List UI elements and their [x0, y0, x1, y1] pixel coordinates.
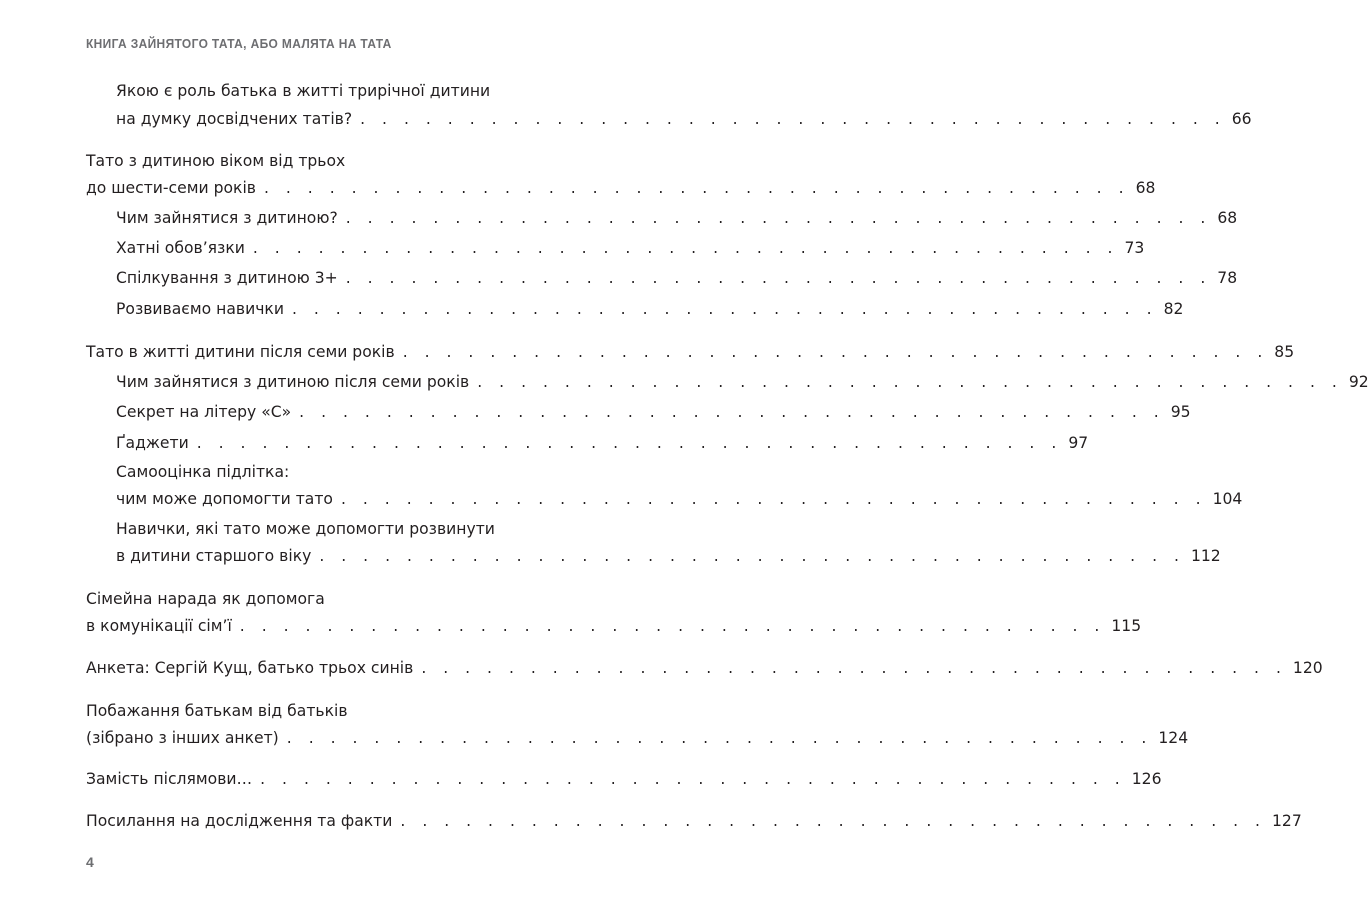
toc-entry-line: Сімейна нарада як допомога — [86, 590, 325, 608]
toc-entry[interactable] — [116, 433, 1089, 453]
toc-entry-line: Побажання батькам від батьків — [86, 702, 348, 720]
dot-leader: . . . . . . . . . . . . . . . . . . . . . . . . . . . . . . . . . . . . . . . . — [252, 239, 1119, 257]
dot-leader: . . . . . . . . . . . . . . . . . . . . . . . . . . . . . . . . . . . . . . . . — [239, 617, 1106, 635]
toc-page-number: 82 — [1163, 300, 1184, 318]
page-number: 4 — [86, 854, 94, 870]
toc-page-number: 73 — [1124, 239, 1145, 257]
dot-leader: . . . . . . . . . . . . . . . . . . . . . . . . . . . . . . . . . . . . . . . . — [260, 770, 1126, 788]
dot-leader: . . . . . . . . . . . . . . . . . . . . . . . . . . . . . . . . . . . . . . . . — [421, 659, 1287, 677]
toc-entry[interactable] — [86, 178, 1156, 198]
toc-page-number: 104 — [1212, 490, 1243, 508]
toc-entry-line: Якою є роль батька в житті трирічної дитини — [116, 82, 491, 100]
dot-leader: . . . . . . . . . . . . . . . . . . . . . . . . . . . . . . . . . . . . . . . . — [345, 269, 1212, 287]
toc-page-number: 66 — [1231, 110, 1252, 128]
dot-leader: . . . . . . . . . . . . . . . . . . . . . . . . . . . . . . . . . . . . . . . . — [340, 490, 1207, 508]
toc-entry[interactable] — [116, 208, 1238, 228]
dot-leader: . . . . . . . . . . . . . . . . . . . . . . . . . . . . . . . . . . . . . . . . — [360, 110, 1226, 128]
toc-page-number: 127 — [1272, 812, 1302, 830]
toc-page-number: 115 — [1111, 617, 1142, 635]
toc-entry[interactable] — [116, 402, 1191, 422]
running-header: КНИГА ЗАЙНЯТОГО ТАТА, АБО МАЛЯТА НА ТАТА — [86, 36, 392, 51]
toc-entry-title: в дитини старшого віку — [116, 547, 312, 565]
toc-entry[interactable] — [86, 811, 1302, 831]
dot-leader: . . . . . . . . . . . . . . . . . . . . . . . . . . . . . . . . . . . . . . . . — [345, 209, 1212, 227]
toc-page-number: 68 — [1135, 179, 1156, 197]
dot-leader: . . . . . . . . . . . . . . . . . . . . . . . . . . . . . . . . . . . . . . . . — [402, 343, 1269, 361]
toc-entry-title: Чим зайнятися з дитиною після семи років — [116, 373, 470, 391]
toc-entry[interactable] — [116, 238, 1145, 258]
toc-entry[interactable] — [86, 728, 1189, 748]
toc-page-number: 95 — [1170, 403, 1191, 421]
toc-entry-title: Ґаджети — [116, 434, 189, 452]
toc-entry[interactable] — [116, 489, 1243, 509]
toc-entry[interactable] — [86, 769, 1162, 789]
toc-page-number: 92 — [1348, 373, 1369, 391]
toc-entry[interactable] — [116, 299, 1184, 319]
toc-page-number: 126 — [1131, 770, 1162, 788]
toc-entry[interactable] — [116, 546, 1221, 566]
toc-entry[interactable] — [86, 616, 1142, 636]
toc-entry[interactable] — [86, 658, 1323, 678]
dot-leader: . . . . . . . . . . . . . . . . . . . . . . . . . . . . . . . . . . . . . . . . — [196, 434, 1063, 452]
dot-leader: . . . . . . . . . . . . . . . . . . . . . . . . . . . . . . . . . . . . . . . . — [319, 547, 1185, 565]
toc-entry-title: до шести-семи років — [86, 179, 256, 197]
toc-entry-title: на думку досвідчених татів? — [116, 110, 353, 128]
toc-entry-title: Чим зайнятися з дитиною? — [116, 209, 338, 227]
dot-leader: . . . . . . . . . . . . . . . . . . . . . . . . . . . . . . . . . . . . . . . . — [291, 300, 1158, 318]
toc-page-number: 85 — [1274, 343, 1295, 361]
toc-page-number: 68 — [1217, 209, 1238, 227]
dot-leader: . . . . . . . . . . . . . . . . . . . . . . . . . . . . . . . . . . . . . . . . — [299, 403, 1165, 421]
toc-entry-title: Розвиваємо навички — [116, 300, 284, 318]
toc-entry-title: Замість післямови… — [86, 770, 253, 788]
toc-entry-line: Тато з дитиною віком від трьох — [86, 152, 346, 170]
toc-entry-title: Тато в житті дитини після семи років — [86, 343, 395, 361]
dot-leader: . . . . . . . . . . . . . . . . . . . . . . . . . . . . . . . . . . . . . . . . — [263, 179, 1130, 197]
toc-entry-title: Посилання на дослідження та факти — [86, 812, 393, 830]
dot-leader: . . . . . . . . . . . . . . . . . . . . . . . . . . . . . . . . . . . . . . . . — [286, 729, 1153, 747]
toc-entry-title: Секрет на літеру «С» — [116, 403, 292, 421]
toc-entry-title: в комунікації сім’ї — [86, 617, 232, 635]
dot-leader: . . . . . . . . . . . . . . . . . . . . . . . . . . . . . . . . . . . . . . . . — [477, 373, 1343, 391]
toc-entry-title: Спілкування з дитиною 3+ — [116, 269, 338, 287]
toc-entry-title: чим може допомогти тато — [116, 490, 333, 508]
toc-entry-line: Самооцінка підлітка: — [116, 463, 290, 481]
toc-entry[interactable] — [116, 268, 1238, 288]
toc-entry-title: Анкета: Сергій Кущ, батько трьох синів — [86, 659, 414, 677]
dot-leader: . . . . . . . . . . . . . . . . . . . . . . . . . . . . . . . . . . . . . . . . — [400, 812, 1266, 830]
toc-page-number: 78 — [1217, 269, 1238, 287]
toc-entry-title: Хатні обов’язки — [116, 239, 245, 257]
toc-entry[interactable] — [116, 109, 1252, 129]
toc-entry[interactable] — [86, 342, 1295, 362]
toc-page-number: 124 — [1158, 729, 1189, 747]
toc-page-number: 112 — [1190, 547, 1221, 565]
toc-entry-title: (зібрано з інших анкет) — [86, 729, 279, 747]
toc-page-number: 120 — [1292, 659, 1323, 677]
toc-entry[interactable] — [116, 372, 1369, 392]
toc-page-number: 97 — [1068, 434, 1089, 452]
toc-entry-line: Навички, які тато може допомогти розвинути — [116, 520, 495, 538]
